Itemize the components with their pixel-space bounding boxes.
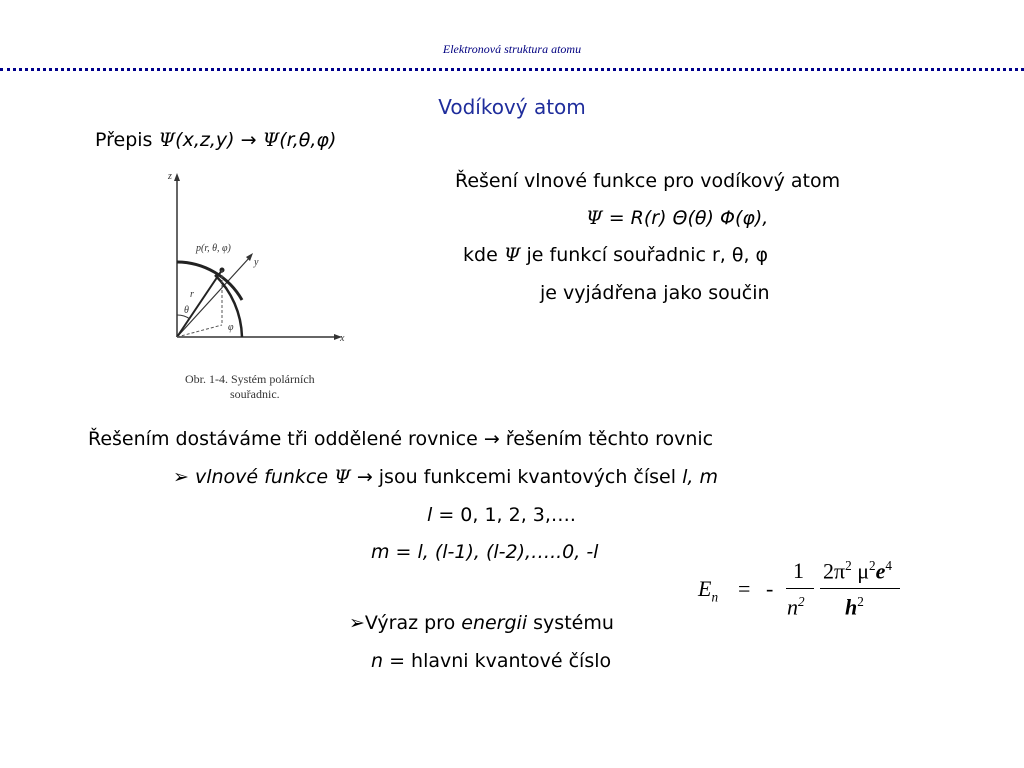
theta-label: θ (184, 305, 189, 316)
r-label: r (190, 289, 194, 300)
z-axis-label: z (168, 171, 172, 182)
psi-symbol: Ψ (158, 129, 176, 151)
energy-symbol: $E_n$ (698, 576, 719, 605)
energy-formula (695, 558, 925, 628)
psi-symbol: Ψ (503, 244, 521, 266)
solution-line-4: je vyjádřena jako součin (540, 282, 770, 304)
cartesian-args: (x,z,y) (175, 129, 235, 151)
arrow-symbol: → (356, 466, 373, 488)
energy-word: energii (461, 612, 528, 634)
arrow-symbol: → (240, 129, 257, 151)
psi-symbol: Ψ (586, 207, 603, 229)
figure-caption-line-2: souřadnic. (230, 387, 280, 401)
wavefunction-bullet (173, 466, 718, 488)
rewrite-label: Přepis (95, 129, 153, 151)
energy-text-a: Výraz pro (364, 612, 456, 634)
y-axis-label: y (254, 257, 259, 268)
fraction-2-numerator: $2\pi^2$ $\mu^2e^4$ (823, 558, 892, 584)
solution-equation (586, 207, 768, 229)
phi-label: φ (228, 322, 234, 333)
l-variable: l (427, 504, 433, 526)
fraction-1-numerator: 1 (793, 558, 804, 583)
kde-word: kde (463, 244, 498, 266)
psi-symbol: Ψ (334, 466, 351, 488)
separated-equations-text: Řešením dostáváme tři oddělené rovnice (88, 428, 478, 450)
product-form: = R(r) Θ(θ) Φ(φ), (602, 207, 769, 229)
fraction-2-bar (820, 588, 900, 589)
header-divider (0, 68, 1024, 71)
separated-equations-line (88, 428, 713, 450)
header-title: Elektronová struktura atomu (442, 42, 582, 56)
energy-bullet (349, 612, 614, 634)
function-of-text: je funkcí souřadnic r, θ, φ (526, 244, 769, 266)
fraction-1-bar (786, 588, 814, 589)
equals-sign: = (738, 576, 751, 601)
fraction-2-denominator: $h^2$ (845, 594, 864, 620)
arrow-symbol: → (483, 428, 500, 450)
solution-line-3 (463, 244, 768, 266)
z-axis-arrowhead (174, 173, 180, 181)
x-axis-label: x (340, 333, 345, 344)
quantum-numbers-text: jsou funkcemi kvantových čísel (378, 466, 677, 488)
principal-quantum-number-line (371, 650, 611, 672)
l-values: = 0, 1, 2, 3,…. (432, 504, 576, 526)
polar-args: (r,θ,φ) (279, 129, 337, 151)
energy-text-b: systému (533, 612, 614, 634)
point-label: p(r, θ, φ) (196, 243, 231, 254)
m-values-line: m = l, (l-1), (l-2),…..0, -l (371, 541, 599, 563)
minus-sign: - (766, 576, 774, 601)
figure-caption-line-1: Obr. 1-4. Systém polárních (185, 372, 315, 386)
n-variable: n (371, 650, 384, 672)
solving-text: řešením těchto rovnic (505, 428, 714, 450)
solution-line-1: Řešení vlnové funkce pro vodíkový atom (455, 170, 841, 192)
polar-coordinates-figure (150, 165, 400, 410)
m-variable: m (699, 466, 718, 488)
l-variable: l, (682, 466, 694, 488)
slide-title: Vodíkový atom (438, 95, 586, 119)
wavefunction-text: vlnové funkce (194, 466, 329, 488)
bullet-arrow-icon: ➢ (173, 466, 189, 488)
fraction-1-denominator: $n^2$ (787, 594, 805, 620)
radius-vector (177, 270, 222, 337)
bullet-arrow-icon: ➢ (349, 612, 365, 634)
psi-symbol: Ψ (262, 129, 280, 151)
principal-quantum-number-text: = hlavni kvantové číslo (383, 650, 612, 672)
rewrite-line (95, 129, 336, 151)
latitude-arc (177, 262, 242, 300)
l-values-line (427, 504, 576, 526)
